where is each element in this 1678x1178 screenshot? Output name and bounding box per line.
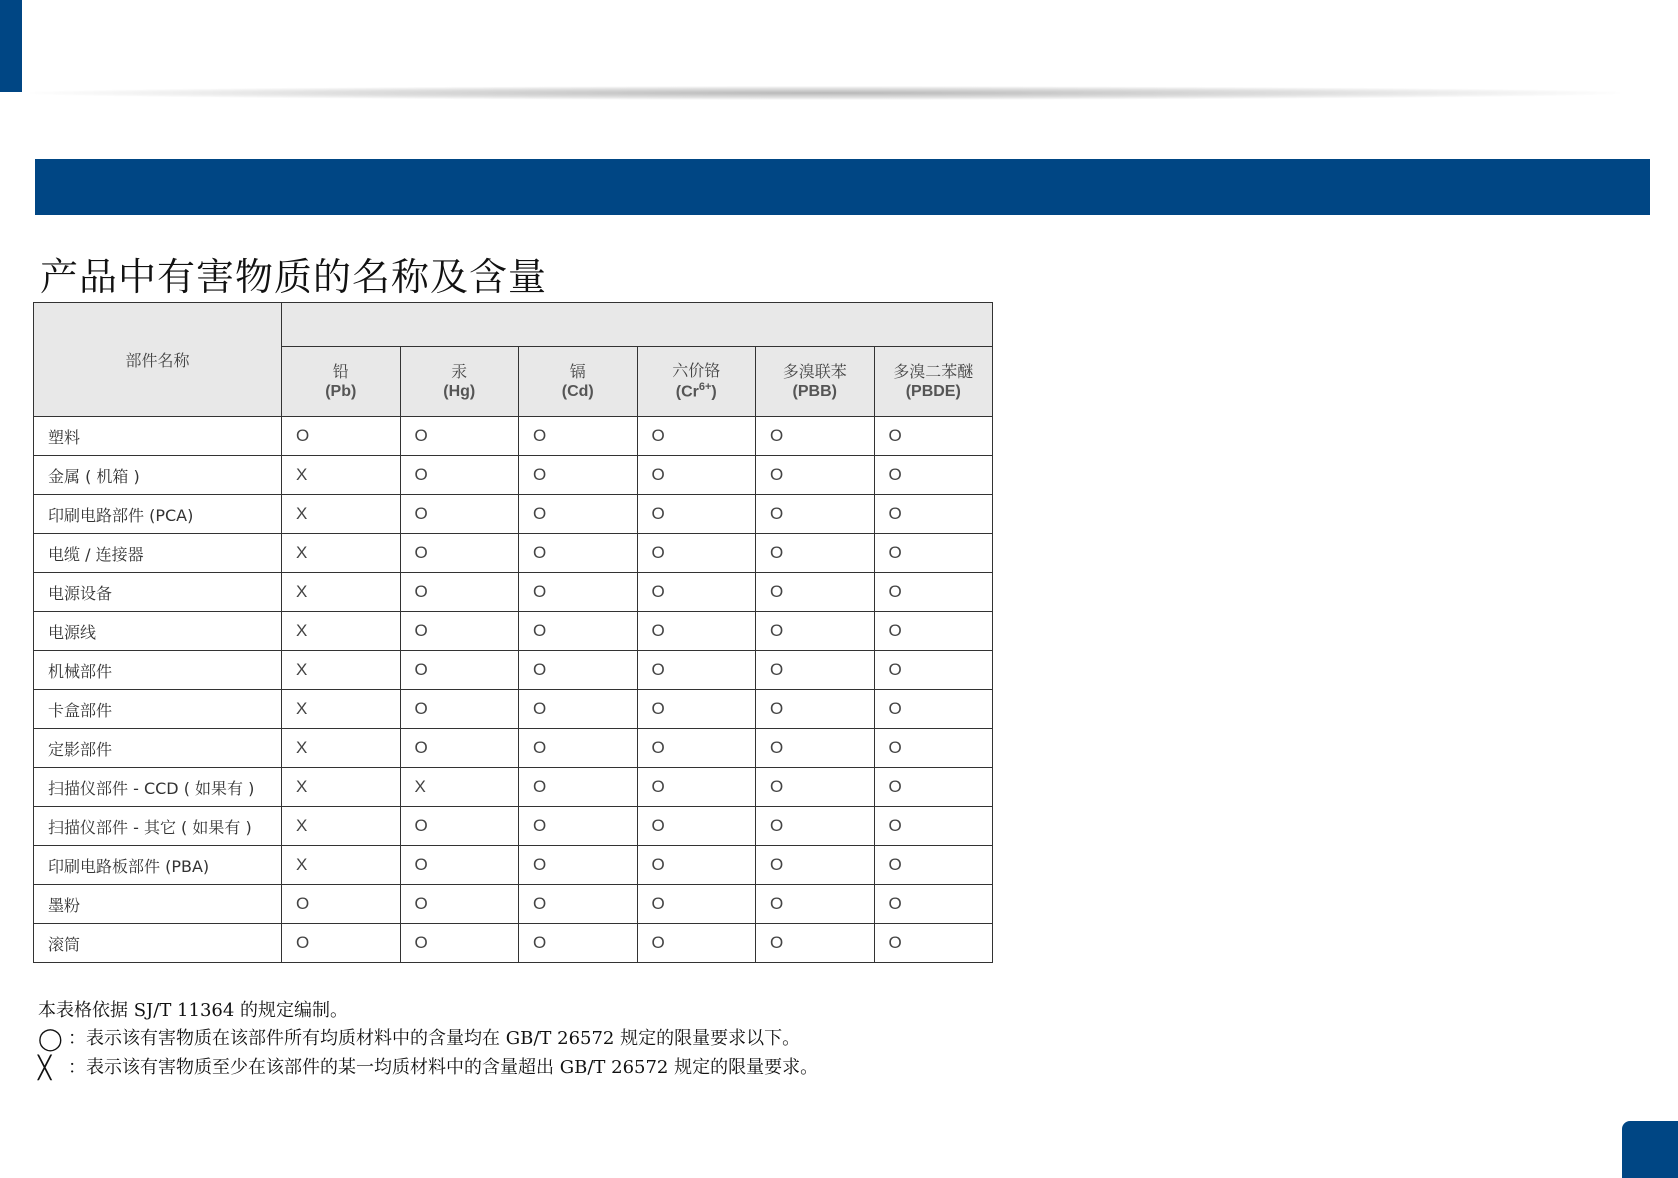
substance-mark: O: [282, 417, 401, 456]
substance-mark: O: [756, 573, 875, 612]
note-standard: [38, 997, 818, 1025]
substance-mark: O: [519, 885, 638, 924]
substance-mark: O: [874, 846, 993, 885]
substance-mark: O: [637, 534, 756, 573]
substance-name: 镉: [569, 361, 586, 381]
substance-mark: O: [756, 534, 875, 573]
substance-header: [874, 347, 993, 417]
table-row: [34, 807, 993, 846]
substance-mark: O: [756, 612, 875, 651]
substance-mark: O: [874, 807, 993, 846]
substance-mark: O: [637, 885, 756, 924]
substance-symbol: (PBB): [792, 382, 837, 400]
substance-mark: O: [756, 885, 875, 924]
table-row: [34, 651, 993, 690]
table-row: [34, 534, 993, 573]
substance-mark: O: [874, 651, 993, 690]
substance-name: 多溴联苯: [782, 361, 847, 381]
substance-mark: O: [756, 924, 875, 963]
substance-mark: X: [282, 846, 401, 885]
substance-mark: O: [756, 846, 875, 885]
substance-mark: X: [282, 573, 401, 612]
table-row: [34, 417, 993, 456]
substance-mark: X: [282, 534, 401, 573]
note-cross-text: ：表示该有害物质至少在该部件的某一均质材料中的含量超出 GB/T 26572 规定的限量要求。: [68, 1057, 819, 1078]
substance-mark: X: [282, 729, 401, 768]
substance-mark: O: [519, 495, 638, 534]
substance-mark: O: [756, 456, 875, 495]
substance-mark: X: [282, 807, 401, 846]
substance-mark: O: [637, 651, 756, 690]
cross-icon: ╳: [38, 1056, 52, 1081]
substance-mark: O: [519, 612, 638, 651]
component-name: 定影部件: [34, 729, 282, 768]
hazardous-substances-table: [33, 302, 993, 963]
table-row: [34, 924, 993, 963]
substance-mark: O: [637, 807, 756, 846]
substance-mark: O: [874, 612, 993, 651]
substance-mark: O: [282, 924, 401, 963]
substance-name: 六价铬: [672, 360, 721, 380]
substance-mark: O: [756, 768, 875, 807]
substance-mark: O: [874, 729, 993, 768]
substance-mark: O: [756, 807, 875, 846]
component-name: 印刷电路板部件 (PBA): [34, 846, 282, 885]
table-row: [34, 729, 993, 768]
substance-mark: X: [282, 651, 401, 690]
substance-mark: X: [400, 768, 519, 807]
table-row: [34, 768, 993, 807]
substance-mark: O: [637, 612, 756, 651]
substance-mark: O: [637, 924, 756, 963]
component-name: 扫描仪部件 - 其它 ( 如果有 ): [34, 807, 282, 846]
substance-mark: O: [400, 846, 519, 885]
table-row: [34, 885, 993, 924]
substance-mark: X: [282, 690, 401, 729]
component-name: 墨粉: [34, 885, 282, 924]
substance-symbol-prefix: (Cr: [675, 383, 699, 401]
substance-mark: O: [400, 573, 519, 612]
substance-mark: O: [400, 690, 519, 729]
substance-mark: O: [637, 846, 756, 885]
substance-mark: O: [519, 651, 638, 690]
table-row: [34, 573, 993, 612]
substance-header: [637, 347, 756, 417]
note-circle-text: ：表示该有害物质在该部件所有均质材料中的含量均在 GB/T 26572 规定的限量要求以下。: [68, 1028, 801, 1049]
substance-mark: O: [756, 651, 875, 690]
substance-name: 多溴二苯醚: [893, 361, 974, 381]
substance-name: 汞: [451, 361, 468, 381]
page-number-badge: [1622, 1121, 1678, 1178]
substance-header: [756, 347, 875, 417]
substance-mark: O: [519, 690, 638, 729]
section-header-bar: [35, 159, 1650, 215]
substance-symbol-suffix: ): [711, 383, 717, 401]
substance-symbol: (Cd): [561, 382, 594, 400]
component-name: 滚筒: [34, 924, 282, 963]
substance-mark: O: [637, 573, 756, 612]
substance-mark: O: [874, 456, 993, 495]
substance-mark: X: [282, 768, 401, 807]
substance-mark: O: [400, 534, 519, 573]
substance-mark: O: [519, 729, 638, 768]
substance-name: 铅: [332, 361, 349, 381]
substance-header: [400, 347, 519, 417]
component-name: 卡盒部件: [34, 690, 282, 729]
substance-mark: O: [756, 495, 875, 534]
note-standard-text: 本表格依据 SJ/T 11364 的规定编制。: [38, 1000, 349, 1021]
circle-icon: ◯: [38, 1027, 63, 1052]
substance-mark: O: [756, 690, 875, 729]
table-row: [34, 846, 993, 885]
component-name: 电源线: [34, 612, 282, 651]
substance-mark: O: [637, 690, 756, 729]
substance-mark: X: [282, 456, 401, 495]
substance-mark: O: [519, 417, 638, 456]
substance-symbol: (PBDE): [905, 382, 961, 400]
substance-mark: X: [282, 495, 401, 534]
note-circle: [38, 1025, 818, 1054]
component-name: 电源设备: [34, 573, 282, 612]
substance-mark: O: [400, 885, 519, 924]
substance-symbol: [638, 381, 756, 402]
substance-header: [282, 347, 401, 417]
component-name: 机械部件: [34, 651, 282, 690]
component-name: 印刷电路部件 (PCA): [34, 495, 282, 534]
note-cross: [38, 1054, 818, 1083]
substance-mark: O: [756, 417, 875, 456]
substance-mark: O: [874, 495, 993, 534]
substance-mark: O: [400, 495, 519, 534]
table-row: [34, 495, 993, 534]
substance-mark: O: [400, 651, 519, 690]
substance-mark: O: [637, 417, 756, 456]
substance-mark: O: [400, 807, 519, 846]
substance-mark: O: [519, 456, 638, 495]
substance-mark: O: [637, 729, 756, 768]
substance-mark: O: [874, 573, 993, 612]
table-body: [34, 417, 993, 963]
substance-mark: O: [519, 573, 638, 612]
left-accent-bar: [0, 0, 22, 92]
substance-mark: O: [874, 534, 993, 573]
component-name: 金属 ( 机箱 ): [34, 456, 282, 495]
substance-mark: O: [756, 729, 875, 768]
footnotes: [38, 997, 818, 1083]
component-name-header: 部件名称: [34, 303, 282, 417]
component-name: 扫描仪部件 - CCD ( 如果有 ): [34, 768, 282, 807]
substance-mark: O: [874, 690, 993, 729]
substance-mark: O: [519, 768, 638, 807]
substance-mark: O: [874, 417, 993, 456]
substance-mark: O: [400, 456, 519, 495]
substance-mark: O: [400, 729, 519, 768]
substance-mark: X: [282, 612, 401, 651]
table-row: [34, 612, 993, 651]
table-row: [34, 456, 993, 495]
substance-mark: O: [874, 885, 993, 924]
substance-mark: O: [519, 534, 638, 573]
substance-mark: O: [400, 612, 519, 651]
substance-group-header: [282, 303, 993, 347]
substance-mark: O: [400, 417, 519, 456]
substance-header: [519, 347, 638, 417]
substance-symbol: (Pb): [325, 382, 357, 400]
substance-mark: O: [874, 768, 993, 807]
component-name: 塑料: [34, 417, 282, 456]
substance-mark: O: [637, 495, 756, 534]
substance-mark: O: [519, 807, 638, 846]
substance-mark: O: [637, 768, 756, 807]
substance-mark: O: [282, 885, 401, 924]
substance-mark: O: [874, 924, 993, 963]
substance-symbol-superscript: 6+: [698, 380, 712, 393]
substance-mark: O: [519, 924, 638, 963]
substance-symbol: (Hg): [443, 382, 476, 400]
header-divider-shadow: [30, 86, 1620, 100]
table-row: [34, 690, 993, 729]
substance-mark: O: [519, 846, 638, 885]
component-name: 电缆 / 连接器: [34, 534, 282, 573]
page-title: 产品中有害物质的名称及含量: [40, 255, 548, 299]
substance-mark: O: [637, 456, 756, 495]
substance-mark: O: [400, 924, 519, 963]
